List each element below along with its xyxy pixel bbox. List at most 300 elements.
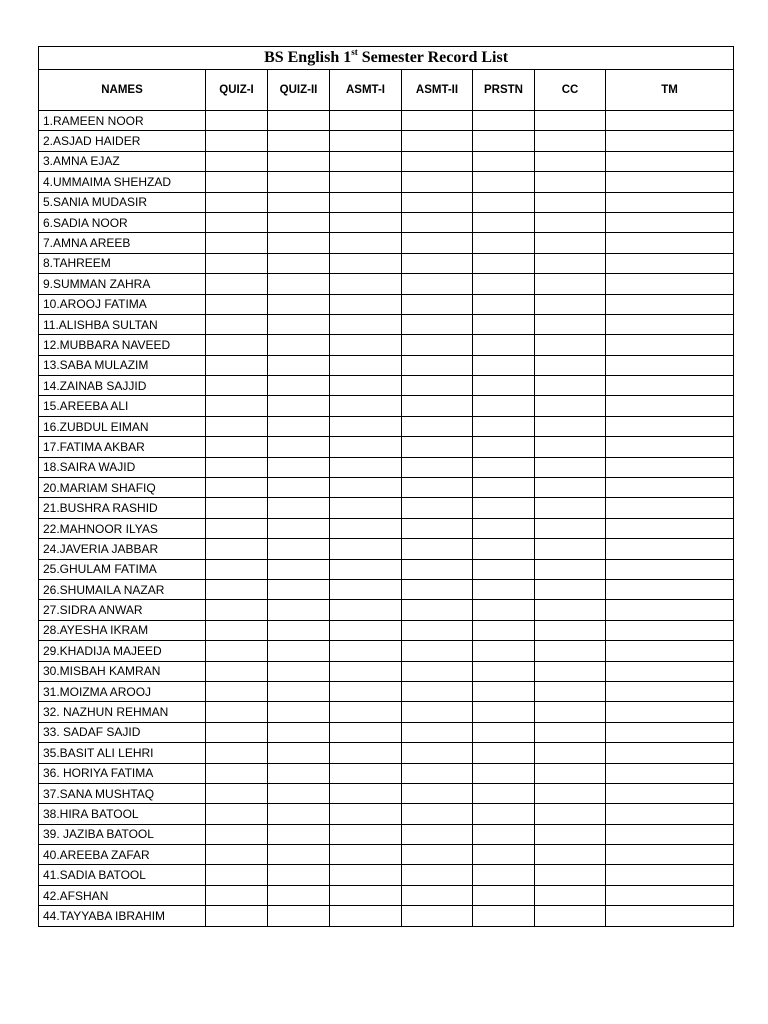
quiz-1-mark-cell[interactable] — [206, 498, 268, 518]
student-name-cell: 38.HIRA BATOOL — [39, 804, 206, 824]
asmt-1-mark-cell[interactable] — [330, 579, 402, 599]
quiz-1-mark-cell[interactable] — [206, 885, 268, 905]
asmt-1-mark-cell[interactable] — [330, 478, 402, 498]
prstn-mark-cell[interactable] — [473, 416, 535, 436]
prstn-mark-cell[interactable] — [473, 702, 535, 722]
asmt-2-mark-cell[interactable] — [402, 172, 473, 192]
tm-mark-cell[interactable] — [606, 763, 734, 783]
table-row — [39, 743, 734, 763]
tm-mark-cell[interactable] — [606, 885, 734, 905]
quiz-2-mark-cell[interactable] — [268, 192, 330, 212]
quiz-2-mark-cell[interactable] — [268, 172, 330, 192]
quiz-1-mark-cell[interactable] — [206, 396, 268, 416]
quiz-2-mark-cell[interactable] — [268, 396, 330, 416]
asmt-2-mark-cell[interactable] — [402, 763, 473, 783]
asmt-1-mark-cell[interactable] — [330, 539, 402, 559]
column-header-asmt-1: ASMT-I — [330, 70, 402, 111]
quiz-1-mark-cell[interactable] — [206, 131, 268, 151]
asmt-1-mark-cell[interactable] — [330, 518, 402, 538]
cc-mark-cell[interactable] — [535, 743, 606, 763]
prstn-mark-cell[interactable] — [473, 641, 535, 661]
tm-mark-cell[interactable] — [606, 314, 734, 334]
cc-mark-cell[interactable] — [535, 681, 606, 701]
prstn-mark-cell[interactable] — [473, 722, 535, 742]
asmt-1-mark-cell[interactable] — [330, 253, 402, 273]
cc-mark-cell[interactable] — [535, 620, 606, 640]
quiz-1-mark-cell[interactable] — [206, 518, 268, 538]
quiz-2-mark-cell[interactable] — [268, 457, 330, 477]
prstn-mark-cell[interactable] — [473, 539, 535, 559]
tm-mark-cell[interactable] — [606, 845, 734, 865]
quiz-2-mark-cell[interactable] — [268, 559, 330, 579]
quiz-2-mark-cell[interactable] — [268, 722, 330, 742]
asmt-2-mark-cell[interactable] — [402, 253, 473, 273]
asmt-1-mark-cell[interactable] — [330, 600, 402, 620]
asmt-2-mark-cell[interactable] — [402, 865, 473, 885]
tm-mark-cell[interactable] — [606, 335, 734, 355]
asmt-2-mark-cell[interactable] — [402, 885, 473, 905]
tm-mark-cell[interactable] — [606, 702, 734, 722]
tm-mark-cell[interactable] — [606, 192, 734, 212]
cc-mark-cell[interactable] — [535, 824, 606, 844]
cc-mark-cell[interactable] — [535, 804, 606, 824]
cc-mark-cell[interactable] — [535, 865, 606, 885]
tm-mark-cell[interactable] — [606, 478, 734, 498]
quiz-1-mark-cell[interactable] — [206, 763, 268, 783]
prstn-mark-cell[interactable] — [473, 314, 535, 334]
cc-mark-cell[interactable] — [535, 253, 606, 273]
asmt-2-mark-cell[interactable] — [402, 131, 473, 151]
prstn-mark-cell[interactable] — [473, 559, 535, 579]
asmt-2-mark-cell[interactable] — [402, 314, 473, 334]
asmt-1-mark-cell[interactable] — [330, 131, 402, 151]
tm-mark-cell[interactable] — [606, 783, 734, 803]
asmt-1-mark-cell[interactable] — [330, 416, 402, 436]
asmt-1-mark-cell[interactable] — [330, 294, 402, 314]
quiz-1-mark-cell[interactable] — [206, 376, 268, 396]
asmt-1-mark-cell[interactable] — [330, 824, 402, 844]
quiz-2-mark-cell[interactable] — [268, 579, 330, 599]
asmt-1-mark-cell[interactable] — [330, 437, 402, 457]
quiz-1-mark-cell[interactable] — [206, 233, 268, 253]
prstn-mark-cell[interactable] — [473, 274, 535, 294]
cc-mark-cell[interactable] — [535, 498, 606, 518]
table-row — [39, 212, 734, 232]
quiz-2-mark-cell[interactable] — [268, 274, 330, 294]
cc-mark-cell[interactable] — [535, 131, 606, 151]
quiz-1-mark-cell[interactable] — [206, 824, 268, 844]
cc-mark-cell[interactable] — [535, 294, 606, 314]
tm-mark-cell[interactable] — [606, 437, 734, 457]
asmt-1-mark-cell[interactable] — [330, 212, 402, 232]
asmt-2-mark-cell[interactable] — [402, 702, 473, 722]
asmt-2-mark-cell[interactable] — [402, 335, 473, 355]
prstn-mark-cell[interactable] — [473, 478, 535, 498]
quiz-2-mark-cell[interactable] — [268, 783, 330, 803]
asmt-2-mark-cell[interactable] — [402, 600, 473, 620]
prstn-mark-cell[interactable] — [473, 661, 535, 681]
prstn-mark-cell[interactable] — [473, 437, 535, 457]
student-name-cell: 13.SABA MULAZIM — [39, 355, 206, 375]
prstn-mark-cell[interactable] — [473, 824, 535, 844]
asmt-1-mark-cell[interactable] — [330, 783, 402, 803]
cc-mark-cell[interactable] — [535, 783, 606, 803]
asmt-1-mark-cell[interactable] — [330, 906, 402, 926]
student-name-cell: 4.UMMAIMA SHEHZAD — [39, 172, 206, 192]
prstn-mark-cell[interactable] — [473, 498, 535, 518]
cc-mark-cell[interactable] — [535, 111, 606, 131]
quiz-2-mark-cell[interactable] — [268, 233, 330, 253]
prstn-mark-cell[interactable] — [473, 783, 535, 803]
quiz-2-mark-cell[interactable] — [268, 437, 330, 457]
tm-mark-cell[interactable] — [606, 274, 734, 294]
tm-mark-cell[interactable] — [606, 600, 734, 620]
quiz-1-mark-cell[interactable] — [206, 743, 268, 763]
cc-mark-cell[interactable] — [535, 416, 606, 436]
prstn-mark-cell[interactable] — [473, 620, 535, 640]
prstn-mark-cell[interactable] — [473, 845, 535, 865]
quiz-1-mark-cell[interactable] — [206, 702, 268, 722]
tm-mark-cell[interactable] — [606, 681, 734, 701]
tm-mark-cell[interactable] — [606, 253, 734, 273]
asmt-1-mark-cell[interactable] — [330, 865, 402, 885]
quiz-1-mark-cell[interactable] — [206, 539, 268, 559]
cc-mark-cell[interactable] — [535, 885, 606, 905]
prstn-mark-cell[interactable] — [473, 865, 535, 885]
quiz-2-mark-cell[interactable] — [268, 845, 330, 865]
asmt-1-mark-cell[interactable] — [330, 620, 402, 640]
quiz-2-mark-cell[interactable] — [268, 804, 330, 824]
asmt-1-mark-cell[interactable] — [330, 743, 402, 763]
asmt-2-mark-cell[interactable] — [402, 151, 473, 171]
cc-mark-cell[interactable] — [535, 600, 606, 620]
prstn-mark-cell[interactable] — [473, 253, 535, 273]
quiz-1-mark-cell[interactable] — [206, 253, 268, 273]
cc-mark-cell[interactable] — [535, 559, 606, 579]
tm-mark-cell[interactable] — [606, 865, 734, 885]
prstn-mark-cell[interactable] — [473, 376, 535, 396]
quiz-1-mark-cell[interactable] — [206, 906, 268, 926]
prstn-mark-cell[interactable] — [473, 172, 535, 192]
cc-mark-cell[interactable] — [535, 763, 606, 783]
student-name-cell: 7.AMNA AREEB — [39, 233, 206, 253]
quiz-1-mark-cell[interactable] — [206, 579, 268, 599]
prstn-mark-cell[interactable] — [473, 906, 535, 926]
quiz-1-mark-cell[interactable] — [206, 192, 268, 212]
cc-mark-cell[interactable] — [535, 702, 606, 722]
cc-mark-cell[interactable] — [535, 335, 606, 355]
tm-mark-cell[interactable] — [606, 722, 734, 742]
cc-mark-cell[interactable] — [535, 579, 606, 599]
quiz-2-mark-cell[interactable] — [268, 355, 330, 375]
cc-mark-cell[interactable] — [535, 314, 606, 334]
tm-mark-cell[interactable] — [606, 416, 734, 436]
student-name-cell: 32. NAZHUN REHMAN — [39, 702, 206, 722]
asmt-1-mark-cell[interactable] — [330, 396, 402, 416]
quiz-2-mark-cell[interactable] — [268, 253, 330, 273]
asmt-2-mark-cell[interactable] — [402, 661, 473, 681]
asmt-2-mark-cell[interactable] — [402, 804, 473, 824]
cc-mark-cell[interactable] — [535, 478, 606, 498]
asmt-2-mark-cell[interactable] — [402, 192, 473, 212]
quiz-1-mark-cell[interactable] — [206, 355, 268, 375]
asmt-2-mark-cell[interactable] — [402, 743, 473, 763]
prstn-mark-cell[interactable] — [473, 396, 535, 416]
asmt-1-mark-cell[interactable] — [330, 274, 402, 294]
tm-mark-cell[interactable] — [606, 355, 734, 375]
cc-mark-cell[interactable] — [535, 661, 606, 681]
prstn-mark-cell[interactable] — [473, 579, 535, 599]
quiz-1-mark-cell[interactable] — [206, 314, 268, 334]
tm-mark-cell[interactable] — [606, 172, 734, 192]
quiz-1-mark-cell[interactable] — [206, 212, 268, 232]
quiz-1-mark-cell[interactable] — [206, 457, 268, 477]
asmt-1-mark-cell[interactable] — [330, 314, 402, 334]
asmt-1-mark-cell[interactable] — [330, 233, 402, 253]
asmt-2-mark-cell[interactable] — [402, 559, 473, 579]
prstn-mark-cell[interactable] — [473, 518, 535, 538]
quiz-1-mark-cell[interactable] — [206, 722, 268, 742]
asmt-2-mark-cell[interactable] — [402, 681, 473, 701]
asmt-2-mark-cell[interactable] — [402, 783, 473, 803]
quiz-2-mark-cell[interactable] — [268, 151, 330, 171]
prstn-mark-cell[interactable] — [473, 743, 535, 763]
cc-mark-cell[interactable] — [535, 457, 606, 477]
asmt-1-mark-cell[interactable] — [330, 641, 402, 661]
quiz-2-mark-cell[interactable] — [268, 681, 330, 701]
student-name-cell: 12.MUBBARA NAVEED — [39, 335, 206, 355]
asmt-1-mark-cell[interactable] — [330, 885, 402, 905]
quiz-1-mark-cell[interactable] — [206, 804, 268, 824]
asmt-2-mark-cell[interactable] — [402, 376, 473, 396]
cc-mark-cell[interactable] — [535, 151, 606, 171]
prstn-mark-cell[interactable] — [473, 233, 535, 253]
quiz-2-mark-cell[interactable] — [268, 661, 330, 681]
tm-mark-cell[interactable] — [606, 539, 734, 559]
asmt-1-mark-cell[interactable] — [330, 172, 402, 192]
asmt-2-mark-cell[interactable] — [402, 498, 473, 518]
table-row — [39, 396, 734, 416]
asmt-2-mark-cell[interactable] — [402, 355, 473, 375]
asmt-2-mark-cell[interactable] — [402, 233, 473, 253]
cc-mark-cell[interactable] — [535, 722, 606, 742]
quiz-2-mark-cell[interactable] — [268, 518, 330, 538]
quiz-2-mark-cell[interactable] — [268, 743, 330, 763]
cc-mark-cell[interactable] — [535, 539, 606, 559]
quiz-1-mark-cell[interactable] — [206, 845, 268, 865]
quiz-1-mark-cell[interactable] — [206, 111, 268, 131]
quiz-2-mark-cell[interactable] — [268, 335, 330, 355]
quiz-1-mark-cell[interactable] — [206, 335, 268, 355]
cc-mark-cell[interactable] — [535, 845, 606, 865]
quiz-1-mark-cell[interactable] — [206, 416, 268, 436]
tm-mark-cell[interactable] — [606, 376, 734, 396]
quiz-2-mark-cell[interactable] — [268, 478, 330, 498]
quiz-2-mark-cell[interactable] — [268, 865, 330, 885]
quiz-2-mark-cell[interactable] — [268, 600, 330, 620]
quiz-2-mark-cell[interactable] — [268, 416, 330, 436]
asmt-1-mark-cell[interactable] — [330, 151, 402, 171]
asmt-2-mark-cell[interactable] — [402, 111, 473, 131]
quiz-2-mark-cell[interactable] — [268, 376, 330, 396]
quiz-1-mark-cell[interactable] — [206, 600, 268, 620]
quiz-1-mark-cell[interactable] — [206, 172, 268, 192]
prstn-mark-cell[interactable] — [473, 355, 535, 375]
quiz-2-mark-cell[interactable] — [268, 314, 330, 334]
prstn-mark-cell[interactable] — [473, 885, 535, 905]
quiz-2-mark-cell[interactable] — [268, 212, 330, 232]
tm-mark-cell[interactable] — [606, 906, 734, 926]
cc-mark-cell[interactable] — [535, 355, 606, 375]
quiz-1-mark-cell[interactable] — [206, 437, 268, 457]
tm-mark-cell[interactable] — [606, 457, 734, 477]
cc-mark-cell[interactable] — [535, 437, 606, 457]
prstn-mark-cell[interactable] — [473, 294, 535, 314]
asmt-2-mark-cell[interactable] — [402, 906, 473, 926]
quiz-2-mark-cell[interactable] — [268, 885, 330, 905]
quiz-1-mark-cell[interactable] — [206, 559, 268, 579]
cc-mark-cell[interactable] — [535, 192, 606, 212]
quiz-2-mark-cell[interactable] — [268, 702, 330, 722]
tm-mark-cell[interactable] — [606, 559, 734, 579]
prstn-mark-cell[interactable] — [473, 151, 535, 171]
asmt-1-mark-cell[interactable] — [330, 111, 402, 131]
table-row — [39, 192, 734, 212]
table-row — [39, 600, 734, 620]
asmt-2-mark-cell[interactable] — [402, 437, 473, 457]
tm-mark-cell[interactable] — [606, 620, 734, 640]
cc-mark-cell[interactable] — [535, 233, 606, 253]
tm-mark-cell[interactable] — [606, 641, 734, 661]
asmt-2-mark-cell[interactable] — [402, 518, 473, 538]
asmt-2-mark-cell[interactable] — [402, 457, 473, 477]
quiz-2-mark-cell[interactable] — [268, 539, 330, 559]
table-row — [39, 335, 734, 355]
tm-mark-cell[interactable] — [606, 151, 734, 171]
asmt-1-mark-cell[interactable] — [330, 355, 402, 375]
prstn-mark-cell[interactable] — [473, 131, 535, 151]
prstn-mark-cell[interactable] — [473, 457, 535, 477]
quiz-2-mark-cell[interactable] — [268, 906, 330, 926]
asmt-2-mark-cell[interactable] — [402, 416, 473, 436]
asmt-2-mark-cell[interactable] — [402, 478, 473, 498]
quiz-2-mark-cell[interactable] — [268, 294, 330, 314]
prstn-mark-cell[interactable] — [473, 763, 535, 783]
asmt-2-mark-cell[interactable] — [402, 294, 473, 314]
asmt-1-mark-cell[interactable] — [330, 661, 402, 681]
tm-mark-cell[interactable] — [606, 661, 734, 681]
asmt-1-mark-cell[interactable] — [330, 845, 402, 865]
quiz-2-mark-cell[interactable] — [268, 498, 330, 518]
prstn-mark-cell[interactable] — [473, 111, 535, 131]
quiz-2-mark-cell[interactable] — [268, 763, 330, 783]
tm-mark-cell[interactable] — [606, 131, 734, 151]
asmt-2-mark-cell[interactable] — [402, 620, 473, 640]
title-row — [39, 47, 734, 70]
cc-mark-cell[interactable] — [535, 274, 606, 294]
asmt-2-mark-cell[interactable] — [402, 396, 473, 416]
quiz-1-mark-cell[interactable] — [206, 641, 268, 661]
cc-mark-cell[interactable] — [535, 376, 606, 396]
quiz-1-mark-cell[interactable] — [206, 274, 268, 294]
tm-mark-cell[interactable] — [606, 396, 734, 416]
cc-mark-cell[interactable] — [535, 172, 606, 192]
prstn-mark-cell[interactable] — [473, 335, 535, 355]
cc-mark-cell[interactable] — [535, 906, 606, 926]
cc-mark-cell[interactable] — [535, 396, 606, 416]
tm-mark-cell[interactable] — [606, 804, 734, 824]
prstn-mark-cell[interactable] — [473, 192, 535, 212]
table-row — [39, 641, 734, 661]
tm-mark-cell[interactable] — [606, 212, 734, 232]
quiz-1-mark-cell[interactable] — [206, 620, 268, 640]
table-row — [39, 620, 734, 640]
asmt-1-mark-cell[interactable] — [330, 702, 402, 722]
tm-mark-cell[interactable] — [606, 111, 734, 131]
quiz-1-mark-cell[interactable] — [206, 478, 268, 498]
asmt-2-mark-cell[interactable] — [402, 824, 473, 844]
asmt-1-mark-cell[interactable] — [330, 681, 402, 701]
table-row — [39, 416, 734, 436]
quiz-2-mark-cell[interactable] — [268, 111, 330, 131]
quiz-1-mark-cell[interactable] — [206, 294, 268, 314]
asmt-2-mark-cell[interactable] — [402, 579, 473, 599]
cc-mark-cell[interactable] — [535, 641, 606, 661]
student-name-cell: 29.KHADIJA MAJEED — [39, 641, 206, 661]
prstn-mark-cell[interactable] — [473, 212, 535, 232]
quiz-1-mark-cell[interactable] — [206, 661, 268, 681]
tm-mark-cell[interactable] — [606, 233, 734, 253]
quiz-2-mark-cell[interactable] — [268, 641, 330, 661]
asmt-1-mark-cell[interactable] — [330, 376, 402, 396]
quiz-1-mark-cell[interactable] — [206, 681, 268, 701]
asmt-2-mark-cell[interactable] — [402, 212, 473, 232]
tm-mark-cell[interactable] — [606, 579, 734, 599]
cc-mark-cell[interactable] — [535, 518, 606, 538]
asmt-1-mark-cell[interactable] — [330, 498, 402, 518]
quiz-1-mark-cell[interactable] — [206, 865, 268, 885]
quiz-1-mark-cell[interactable] — [206, 151, 268, 171]
prstn-mark-cell[interactable] — [473, 600, 535, 620]
prstn-mark-cell[interactable] — [473, 804, 535, 824]
asmt-1-mark-cell[interactable] — [330, 559, 402, 579]
tm-mark-cell[interactable] — [606, 518, 734, 538]
asmt-2-mark-cell[interactable] — [402, 274, 473, 294]
quiz-2-mark-cell[interactable] — [268, 620, 330, 640]
cc-mark-cell[interactable] — [535, 212, 606, 232]
quiz-2-mark-cell[interactable] — [268, 131, 330, 151]
asmt-1-mark-cell[interactable] — [330, 192, 402, 212]
asmt-2-mark-cell[interactable] — [402, 641, 473, 661]
column-header-names: NAMES — [39, 70, 206, 111]
tm-mark-cell[interactable] — [606, 824, 734, 844]
quiz-2-mark-cell[interactable] — [268, 824, 330, 844]
tm-mark-cell[interactable] — [606, 498, 734, 518]
tm-mark-cell[interactable] — [606, 743, 734, 763]
tm-mark-cell[interactable] — [606, 294, 734, 314]
table-row — [39, 131, 734, 151]
prstn-mark-cell[interactable] — [473, 681, 535, 701]
asmt-2-mark-cell[interactable] — [402, 845, 473, 865]
asmt-1-mark-cell[interactable] — [330, 763, 402, 783]
asmt-1-mark-cell[interactable] — [330, 722, 402, 742]
asmt-1-mark-cell[interactable] — [330, 804, 402, 824]
asmt-1-mark-cell[interactable] — [330, 457, 402, 477]
asmt-2-mark-cell[interactable] — [402, 722, 473, 742]
asmt-1-mark-cell[interactable] — [330, 335, 402, 355]
asmt-2-mark-cell[interactable] — [402, 539, 473, 559]
quiz-1-mark-cell[interactable] — [206, 783, 268, 803]
